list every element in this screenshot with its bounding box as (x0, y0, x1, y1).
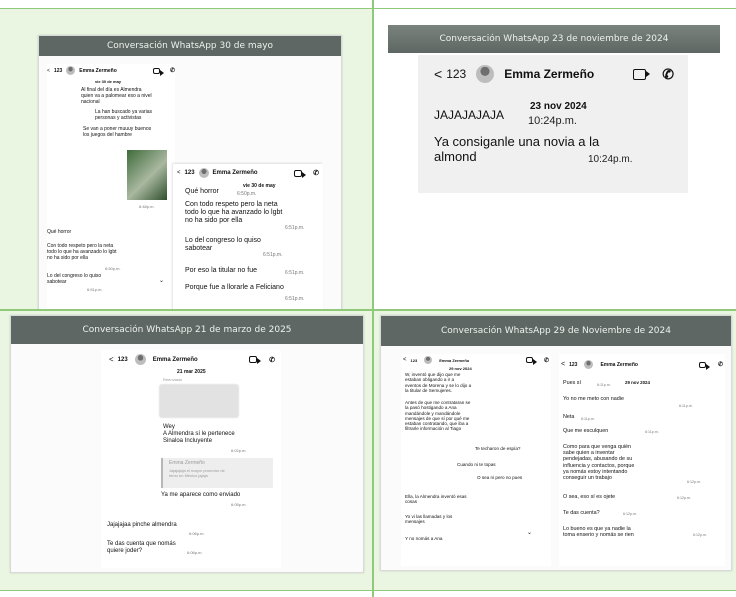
timestamp: 6:02p.m. (231, 448, 247, 453)
cell-top-right (374, 9, 736, 309)
image-thumbnail[interactable] (127, 150, 167, 200)
message: Lo bueno es que ya nadie la toma enserio y nomás se rien (563, 526, 634, 539)
contact-avatar (584, 360, 593, 369)
banner-title: Conversación WhatsApp 29 de Noviembre de 2024 (381, 316, 731, 346)
quote-text: Jajajajaja el mayor promotor de temu en México jajaja (169, 468, 225, 478)
redacted-content (159, 384, 239, 418)
timestamp: 6:51p.m. (285, 270, 305, 276)
cell-bottom-right (374, 311, 736, 590)
date-label: 29 nov 2024 (449, 366, 472, 371)
chat-screenshot (418, 55, 688, 193)
message: Al final del día es Almendra quien va a palomear eso a nivel nacional (81, 87, 152, 105)
message: Qué horror (47, 229, 72, 235)
chat-header (47, 66, 175, 75)
timestamp: 6:51p.m. (285, 225, 305, 231)
timestamp: 6:06p.m. (187, 550, 203, 555)
phone-call-icon[interactable]: ✆ (169, 68, 175, 74)
date-label: 29 nov 2024 (625, 380, 650, 385)
cell-bottom-left (0, 311, 372, 590)
message: Cuando ni te topas (457, 462, 496, 467)
video-call-icon[interactable] (153, 68, 160, 74)
message: Te techaron de espía? (475, 446, 521, 451)
timestamp: 10:24p.m. (528, 115, 577, 127)
timestamp: 6:12p.m. (623, 512, 637, 516)
timestamp: 6:11p.m. (679, 404, 693, 408)
video-call-icon[interactable] (249, 356, 257, 363)
banner-title: Conversación WhatsApp 23 de noviembre de 2024 (388, 25, 720, 53)
contact-avatar (424, 356, 432, 364)
chat-screenshot-left (401, 354, 551, 566)
chat-header (403, 356, 549, 364)
message: O sea, eso sí es ojete (563, 494, 616, 500)
chat-header (434, 65, 674, 83)
timestamp: 6:51p.m. (285, 296, 305, 302)
timestamp: 6:51p.m. (263, 252, 283, 258)
chat-header (177, 168, 319, 178)
back-button[interactable]: < (177, 170, 181, 176)
timestamp: 6:05p.m. (231, 502, 247, 507)
video-call-icon[interactable] (699, 362, 706, 368)
contact-avatar (135, 354, 146, 365)
timestamp: 6:12p.m. (693, 533, 707, 537)
unread-count: 123 (53, 67, 63, 74)
timestamp: 6:12p.m. (677, 496, 691, 500)
contact-avatar (476, 65, 494, 83)
chat-screenshot-left (47, 64, 175, 309)
forwarded-label: Reenviado (163, 377, 183, 382)
contact-avatar (66, 66, 75, 75)
unread-count: 123 (184, 170, 195, 176)
message: Ya me aparece como enviado (161, 492, 241, 498)
screenshot-23-nov-2024 (388, 25, 720, 193)
video-call-icon[interactable] (633, 69, 646, 80)
unread-count: 123 (569, 361, 578, 368)
message: Porque fue a llorarle a Feliciano (185, 284, 284, 291)
message: La han buscado ya varias personas y activistas (95, 109, 152, 121)
chat-header (109, 354, 275, 365)
message: Como para que venga quién sabe quien a inventar pendejadas, abusando de su influencia y contactos, porque ya nomás estoy intentando conseguir un trabajo (563, 444, 635, 482)
message: Neta (563, 414, 575, 420)
message: O sea ni pero no pues (477, 475, 523, 480)
message: Qué horror (185, 188, 219, 195)
timestamp: 6:06p.m. (189, 531, 205, 536)
chat-screenshot-right (173, 164, 323, 309)
contact-avatar (199, 168, 209, 178)
message: JAJAJAJAJA (434, 108, 505, 122)
scroll-down-icon[interactable]: ⌄ (159, 278, 165, 284)
timestamp: 6:11p.m. (645, 430, 659, 434)
contact-name: Emma Zermeño (212, 170, 258, 176)
contact-name: Emma Zermeño (439, 357, 470, 363)
contact-name: Emma Zermeño (600, 361, 638, 368)
contact-name: Emma Zermeño (152, 356, 198, 363)
back-button[interactable]: < (561, 361, 566, 368)
phone-call-icon[interactable]: ✆ (662, 65, 674, 82)
screenshot-29-nov-2024 (380, 315, 732, 571)
message: Por eso la titular no fue (185, 267, 257, 274)
message: Se van a poner muuuy buenos los juegos del hambre (83, 126, 152, 138)
message: Que me esculquen (563, 428, 609, 434)
message: Jajajajaa pinche almendra (107, 522, 177, 528)
banner-title: Conversación WhatsApp 21 de marzo de 2025 (11, 316, 363, 344)
date-label: 21 mar 2025 (177, 369, 206, 375)
banner-title: Conversación WhatsApp 30 de mayo (39, 36, 341, 56)
date-label: vie 30 de may (243, 183, 276, 189)
quoted-message (161, 458, 273, 488)
unread-count: 123 (410, 357, 418, 363)
screenshot-21-mar-2025 (10, 315, 364, 573)
quote-author: Emma Zermeño (169, 460, 205, 466)
date-label: 23 nov 2024 (530, 101, 587, 112)
message: Y no nomás a Ana (405, 536, 443, 541)
message: Antes de que me contrataran se la pasó hostigando a Ana mandándole y mandándole mensajes de que sí por qué me estaban contratando, que iba a filtrarle información al Tiago (405, 400, 471, 432)
message: Te das cuenta? (563, 510, 600, 516)
contact-name: Emma Zermeño (79, 67, 117, 74)
unread-count: 123 (446, 67, 467, 81)
chat-header (561, 360, 723, 369)
unread-count: 123 (117, 356, 128, 363)
message: Lo del congreso lo quiso sabotear (47, 273, 102, 285)
timestamp: 6:11p.m. (581, 417, 595, 421)
message: Lo del congreso lo quiso sabotear (185, 237, 261, 253)
timestamp: 10:24p.m. (588, 154, 633, 165)
timestamp: 6:51p.m. (87, 287, 103, 292)
chat-screenshot (101, 350, 281, 568)
video-call-icon[interactable] (526, 357, 533, 363)
back-button[interactable]: < (47, 67, 50, 74)
message: Ya consiganle una novia a la almond (434, 134, 600, 164)
video-call-icon[interactable] (294, 170, 302, 177)
back-button[interactable]: < (109, 355, 114, 364)
message: Wey A Almendra sí le pertenece Sinaloa Incluyente (163, 424, 235, 444)
message: Yo vi las llamadas y los mensajes (405, 514, 453, 525)
phone-call-icon[interactable]: ✆ (717, 362, 723, 368)
phone-call-icon[interactable]: ✆ (543, 357, 549, 364)
back-button[interactable]: < (434, 66, 443, 82)
scroll-down-icon[interactable]: ⌄ (527, 530, 533, 536)
message: Ella, la Almendra inventó esas cosas (405, 494, 467, 505)
cell-top-left (0, 9, 372, 309)
timestamp: 6:11p.m. (597, 383, 611, 387)
phone-call-icon[interactable]: ✆ (269, 356, 275, 364)
chat-screenshot-right (559, 354, 725, 566)
timestamp: 6:50p.m. (237, 191, 257, 197)
grid-bottom-border (0, 590, 736, 591)
date-label: vie 30 de may (95, 79, 122, 84)
message: Pues sí (563, 380, 581, 386)
timestamp: 6:50p.m. (105, 266, 121, 271)
message: Con todo respeto pero la neta todo lo que ha avanzado lo lgbt no ha sido por ella (47, 243, 117, 261)
phone-call-icon[interactable]: ✆ (313, 170, 319, 177)
message: Te das cuenta que nomás quiere joder? (107, 541, 176, 554)
message: Yo no me meto con nadie (563, 396, 624, 402)
message: W, inventó que dijo que me estaban obligando a ir a eventos de Morena y se lo dijo a la titular de Semujeres. (405, 372, 472, 393)
timestamp: 6:48p.m. (139, 204, 155, 209)
screenshot-30-may (38, 35, 342, 309)
back-button[interactable]: < (403, 357, 407, 363)
contact-name: Emma Zermeño (504, 67, 595, 81)
timestamp: 6:12p.m. (687, 480, 701, 484)
message: Con todo respeto pero la neta todo lo que ha avanzado lo lgbt no ha sido por ella (185, 201, 283, 225)
